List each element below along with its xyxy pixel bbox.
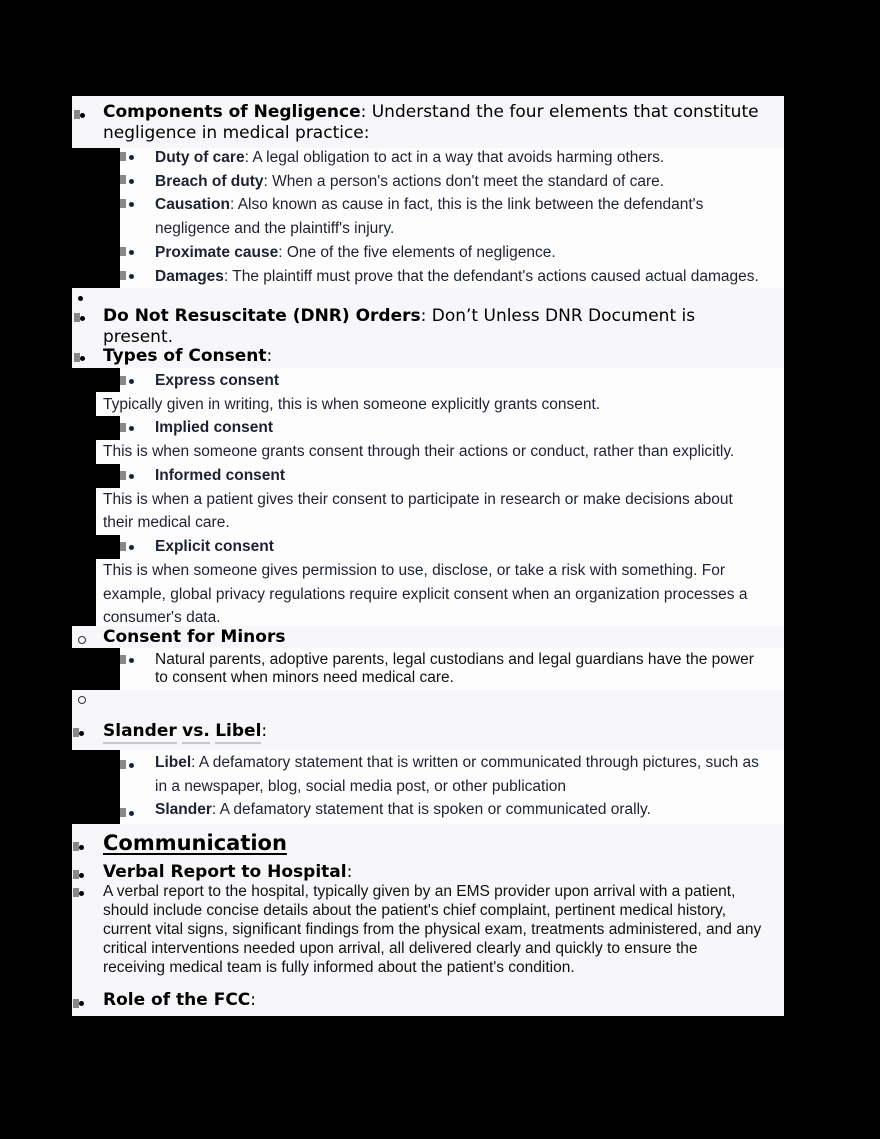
definition: : One of the five elements of negligence. <box>278 244 556 261</box>
verbal-report-text: should include concise details about the patient's chief complaint, pertinent medical history, <box>103 902 727 919</box>
section-heading: Communication <box>103 831 287 855</box>
section-heading: Components of Negligence <box>103 102 361 122</box>
term: Slander <box>155 801 212 818</box>
consent-type-description: Typically given in writing, this is when someone explicitly grants consent. <box>103 396 601 413</box>
term: Implied consent <box>155 419 273 436</box>
verbal-report-text: receiving medical team is fully informed about the patient's condition. <box>103 959 575 976</box>
circle-bullet-icon <box>78 636 86 644</box>
consent-type-term <box>155 467 285 485</box>
verbal-report-text: A verbal report to the hospital, typically given by an EMS provider upon arrival with a patient, <box>103 883 736 900</box>
section-heading: Libel <box>215 721 261 744</box>
definition-continued: in a newspaper, blog, social media post, or other publication <box>155 778 566 795</box>
fcc-heading-row <box>103 990 256 1010</box>
list-marker <box>120 471 126 480</box>
bullet-icon <box>129 202 134 207</box>
list-marker <box>120 423 126 432</box>
definition: : When a person's actions don't meet the standard of care. <box>263 173 665 190</box>
bullet-icon <box>129 274 134 279</box>
definition: : A defamatory statement that is spoken or communicated orally. <box>211 801 651 818</box>
circle-bullet-icon <box>78 696 86 704</box>
definition: : A defamatory statement that is written or communicated through pictures, such as <box>191 754 759 771</box>
list-marker <box>120 760 126 769</box>
consent-heading-row <box>103 346 272 366</box>
colon: : <box>266 346 273 366</box>
bullet-icon <box>80 113 85 118</box>
colon: : <box>346 862 353 882</box>
section-heading: vs. <box>182 721 210 744</box>
body-text: negligence in medical practice: <box>103 123 370 143</box>
gap <box>96 368 120 392</box>
term: Breach of duty <box>155 173 264 190</box>
list-marker <box>120 542 126 551</box>
section-heading: Consent for Minors <box>103 627 286 647</box>
gap <box>96 464 120 488</box>
bullet-icon <box>80 356 85 361</box>
term: Causation <box>155 196 230 213</box>
bullet-icon <box>79 891 84 896</box>
verbal-report-text: current vital signs, significant findings from the physical exam, treatments administered, and any <box>103 921 762 938</box>
consent-type-description: consumer's data. <box>103 609 221 626</box>
term: Libel <box>155 754 192 771</box>
negligence-heading-row <box>103 102 759 122</box>
list-marker <box>120 271 126 280</box>
consent-type-description: their medical care. <box>103 514 230 531</box>
bullet-icon <box>129 155 134 160</box>
list-item <box>155 173 664 191</box>
definition: : Also known as cause in fact, this is the link between the defendant's <box>229 196 704 213</box>
term: Duty of care <box>155 149 245 166</box>
consent-type-term <box>155 538 274 556</box>
bullet-icon <box>79 1001 84 1006</box>
bullet-icon <box>79 873 84 878</box>
dnr-heading-row <box>103 306 695 326</box>
consent-type-description: This is when someone gives permission to use, disclose, or take a risk with something. For <box>103 562 725 579</box>
bullet-icon <box>129 250 134 255</box>
list-item <box>155 149 664 167</box>
list-marker <box>120 808 126 817</box>
definition-continued: negligence and the plaintiff's injury. <box>155 220 395 237</box>
verbal-report-text: critical interventions needed upon arrival, all delivered clearly and quickly to ensure the <box>103 940 698 957</box>
bullet-icon <box>78 296 83 301</box>
gap <box>96 416 120 440</box>
minors-heading-row <box>103 627 285 647</box>
gap <box>96 535 120 559</box>
bullet-icon <box>80 316 85 321</box>
list-marker <box>120 376 126 385</box>
body-text: : Don’t Unless DNR Document is <box>420 306 696 326</box>
minors-text: to consent when minors need medical care. <box>155 669 454 686</box>
body-text: present. <box>103 327 174 347</box>
section-heading: Verbal Report to Hospital <box>103 862 347 882</box>
list-marker <box>120 175 126 184</box>
list-marker <box>120 247 126 256</box>
section-heading: Types of Consent <box>103 346 267 366</box>
definition: : The plaintiff must prove that the defendant's actions caused actual damages. <box>223 268 759 285</box>
bullet-icon <box>129 179 134 184</box>
colon: : <box>261 721 268 741</box>
list-marker <box>120 199 126 208</box>
term: Informed consent <box>155 467 286 484</box>
list-item <box>155 754 759 772</box>
consent-type-description: example, global privacy regulations require explicit consent when an organization processes a <box>103 586 748 603</box>
consent-type-description: This is when someone grants consent through their actions or conduct, rather than explicitly. <box>103 443 735 460</box>
page-region-defamation <box>72 690 784 750</box>
bullet-icon <box>129 763 134 768</box>
list-marker <box>120 152 126 161</box>
list-item <box>155 196 703 214</box>
term: Explicit consent <box>155 538 274 555</box>
bullet-icon <box>79 731 84 736</box>
consent-type-term <box>155 419 273 437</box>
bullet-icon <box>129 658 134 663</box>
bullet-icon <box>129 545 134 550</box>
term: Proximate cause <box>155 244 279 261</box>
bullet-icon <box>129 474 134 479</box>
colon: : <box>250 990 257 1010</box>
list-item <box>155 268 759 286</box>
term: Damages <box>155 268 224 285</box>
page-region-negligence-items <box>120 148 784 288</box>
definition: : A legal obligation to act in a way that avoids harming others. <box>244 149 665 166</box>
consent-type-description: This is when a patient gives their consent to participate in research or make decisions about <box>103 491 733 508</box>
section-heading: Role of the FCC <box>103 990 251 1010</box>
bullet-icon <box>129 811 134 816</box>
minors-text: Natural parents, adoptive parents, legal custodians and legal guardians have the power <box>155 651 754 668</box>
consent-type-term <box>155 372 279 390</box>
communication-heading-row <box>103 831 287 855</box>
body-text: : Understand the four elements that constitute <box>360 102 759 122</box>
bullet-icon <box>129 426 134 431</box>
term: Express consent <box>155 372 280 389</box>
bullet-icon <box>79 845 84 850</box>
section-heading: Slander <box>103 721 177 744</box>
list-item <box>155 244 556 262</box>
section-heading: Do Not Resuscitate (DNR) Orders <box>103 306 421 326</box>
list-marker <box>120 655 126 664</box>
list-item <box>155 801 651 819</box>
verbal-heading-row <box>103 862 352 882</box>
defamation-heading-row <box>103 721 267 741</box>
bullet-icon <box>129 379 134 384</box>
